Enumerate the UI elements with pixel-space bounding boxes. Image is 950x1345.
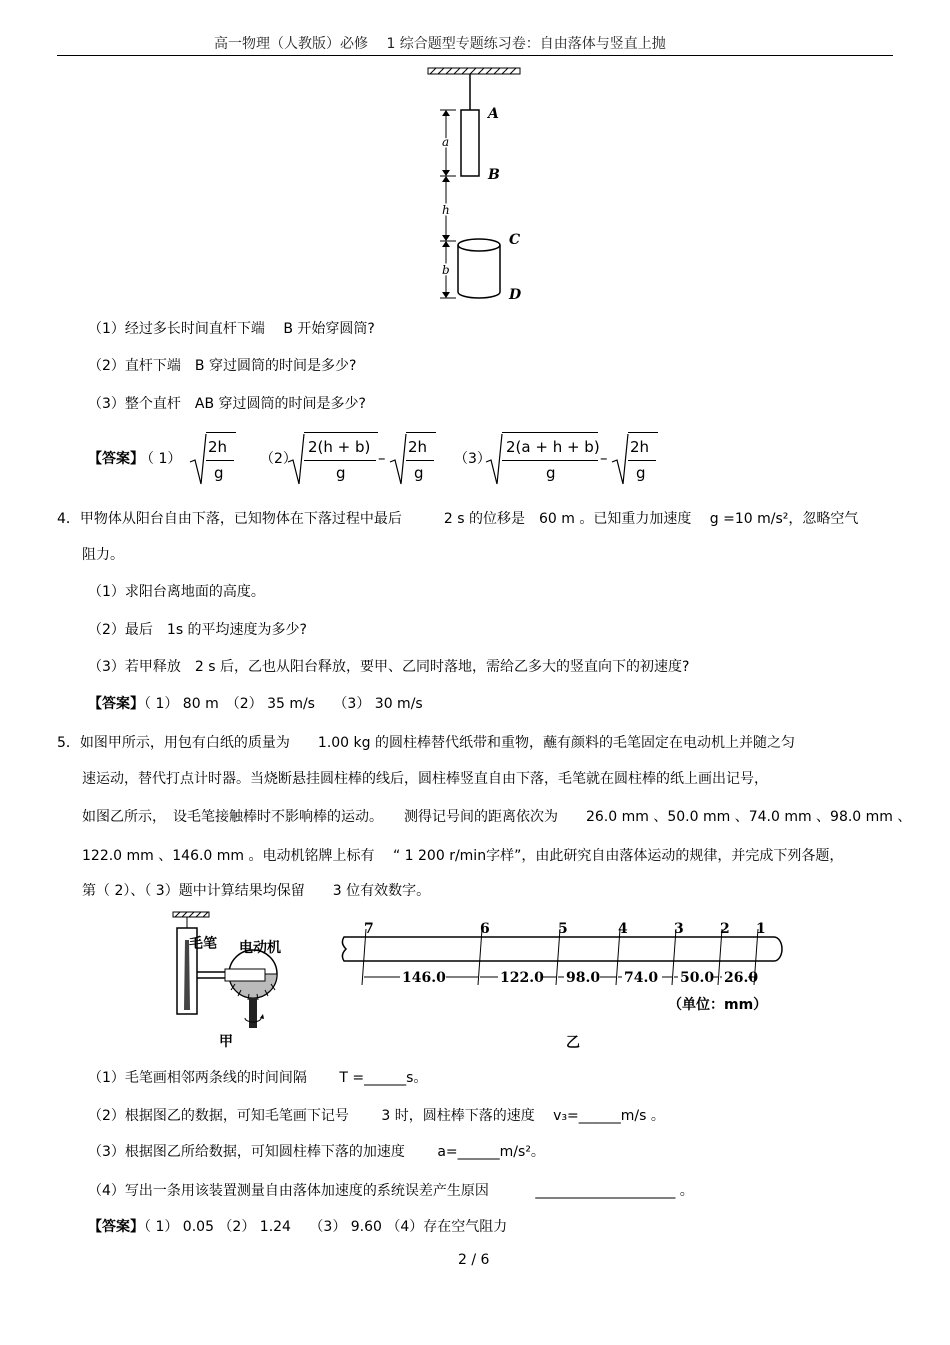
frac-denominator: g xyxy=(546,464,556,482)
q5-line5: 第（ 2）、（ 3）题中计算结果均保留 3 位有效数字。 xyxy=(82,883,431,899)
q4-line1: 4．甲物体从阳台自由下落，已知物体在下落过程中最后 2 s 的位移是 60 m 。已知重力加速度 g =10 m/s²，忽略空气 xyxy=(57,511,859,527)
frac-numerator: 2h xyxy=(208,438,228,456)
frac-numerator: 2h xyxy=(630,438,650,456)
q5-line4: 122.0 mm 、146.0 mm 。电动机铭牌上标有 “ 1 200 r/min字样”，由此研究自由落体运动的规律，并完成下列各题， xyxy=(82,848,844,864)
answer-label: 【答案】 xyxy=(88,1219,144,1235)
header-rule xyxy=(57,55,893,56)
q4-sub1: （1）求阳台离地面的高度。 xyxy=(88,584,265,600)
q3-sub3: （3）整个直杆 AB 穿过圆筒的时间是多少? xyxy=(88,396,366,412)
svg-text:122.0: 122.0 xyxy=(500,970,544,986)
svg-text:1: 1 xyxy=(756,921,766,937)
svg-text:a: a xyxy=(442,135,450,149)
minus-sign: – xyxy=(600,449,608,467)
svg-text:A: A xyxy=(488,106,499,122)
svg-text:（单位：mm）: （单位：mm） xyxy=(668,997,768,1013)
svg-text:3: 3 xyxy=(674,921,684,937)
q5-line1: 5．如图甲所示，用包有白纸的质量为 1.00 kg 的圆柱棒替代纸带和重物，蘸有颜料的毛笔固定在电动机上并随之匀 xyxy=(57,735,795,751)
q5-sub3: （3）根据图乙所给数据，可知圆柱棒下落的加速度 a=______m/s²。 xyxy=(88,1144,545,1160)
svg-text:C: C xyxy=(509,232,521,248)
q5-sub4: （4）写出一条用该装置测量自由落体加速度的系统误差产生原因 ____________________ 。 xyxy=(88,1183,694,1199)
q3-sub2: （2）直杆下端 B 穿过圆筒的时间是多少? xyxy=(88,358,357,374)
tape-figure-yi xyxy=(338,915,790,1055)
q4-sub3: （3）若甲释放 2 s 后，乙也从阳台释放，要甲、乙同时落地，需给乙多大的竖直向下的初速度? xyxy=(88,659,690,675)
svg-text:50.0: 50.0 xyxy=(680,970,715,986)
page-number: 2 / 6 xyxy=(458,1252,490,1268)
sqrt-sign xyxy=(286,432,306,488)
frac-denominator: g xyxy=(336,464,346,482)
q4-answer xyxy=(88,693,423,713)
answer-label: 【答案】 xyxy=(88,696,144,712)
svg-text:b: b xyxy=(442,263,450,277)
svg-text:5: 5 xyxy=(558,921,568,937)
svg-text:2: 2 xyxy=(720,921,730,937)
svg-text:6: 6 xyxy=(480,921,490,937)
q5-answer xyxy=(88,1216,507,1236)
frac-denominator: g xyxy=(214,464,224,482)
q5-line3: 如图乙所示， 设毛笔接触棒时不影响棒的运动。 测得记号间的距离依次为 26.0 mm 、50.0 mm 、74.0 mm 、98.0 mm 、 xyxy=(82,809,912,825)
apparatus-figure-jia xyxy=(165,910,295,1050)
q3-sub1: （1）经过多长时间直杆下端 B 开始穿圆筒? xyxy=(88,321,375,337)
svg-text:B: B xyxy=(488,167,500,183)
answer-text: （ 1） 80 m （2） 35 m/s （3） 30 m/s xyxy=(144,696,423,712)
sqrt-sign xyxy=(188,432,208,488)
sqrt-sign xyxy=(388,432,408,488)
q4-sub2: （2）最后 1s 的平均速度为多少? xyxy=(88,622,307,638)
svg-text:4: 4 xyxy=(618,921,628,937)
minus-sign: – xyxy=(378,449,386,467)
frac-denominator: g xyxy=(414,464,424,482)
frac-denominator: g xyxy=(636,464,646,482)
q4-line2: 阻力。 xyxy=(82,547,124,563)
svg-text:26.0: 26.0 xyxy=(724,970,759,986)
svg-text:乙: 乙 xyxy=(566,1035,580,1051)
svg-text:甲: 甲 xyxy=(219,1034,233,1050)
page-header-title: 高一物理（人教版）必修 1 综合题型专题练习卷：自由落体与竖直上抛 xyxy=(214,36,666,52)
answer-text: （ 1） 0.05 （2） 1.24 （3） 9.60 （4）存在空气阻力 xyxy=(144,1219,508,1235)
answer-1-prefix: （ 1） xyxy=(140,451,182,467)
sqrt-sign xyxy=(610,432,630,488)
frac-numerator: 2h xyxy=(408,438,428,456)
svg-text:146.0: 146.0 xyxy=(402,970,446,986)
q5-sub1: （1）毛笔画相邻两条线的时间间隔 T =______s。 xyxy=(88,1070,428,1086)
sqrt-sign xyxy=(484,432,504,488)
svg-text:电动机: 电动机 xyxy=(239,940,281,956)
svg-text:7: 7 xyxy=(364,921,374,937)
svg-text:h: h xyxy=(442,203,450,217)
svg-text:98.0: 98.0 xyxy=(566,970,601,986)
answer-3-prefix: （3） xyxy=(454,451,491,467)
frac-numerator: 2(a + h + b) xyxy=(506,438,600,456)
svg-text:74.0: 74.0 xyxy=(624,970,659,986)
svg-text:毛笔: 毛笔 xyxy=(189,936,217,952)
frac-numerator: 2(h + b) xyxy=(308,438,371,456)
answer-2-prefix: （2） xyxy=(260,451,297,467)
answer-label: 【答案】 xyxy=(88,451,144,467)
q3-answer xyxy=(88,432,888,488)
q5-sub2: （2）根据图乙的数据，可知毛笔画下记号 3 时，圆柱棒下落的速度 v₃=______m/s 。 xyxy=(88,1108,665,1124)
svg-text:D: D xyxy=(509,287,522,303)
q5-line2: 速运动，替代打点计时器。当烧断悬挂圆柱棒的线后，圆柱棒竖直自由下落，毛笔就在圆柱棒的纸上画出记号， xyxy=(82,771,768,787)
rod-cylinder-figure xyxy=(420,66,530,304)
